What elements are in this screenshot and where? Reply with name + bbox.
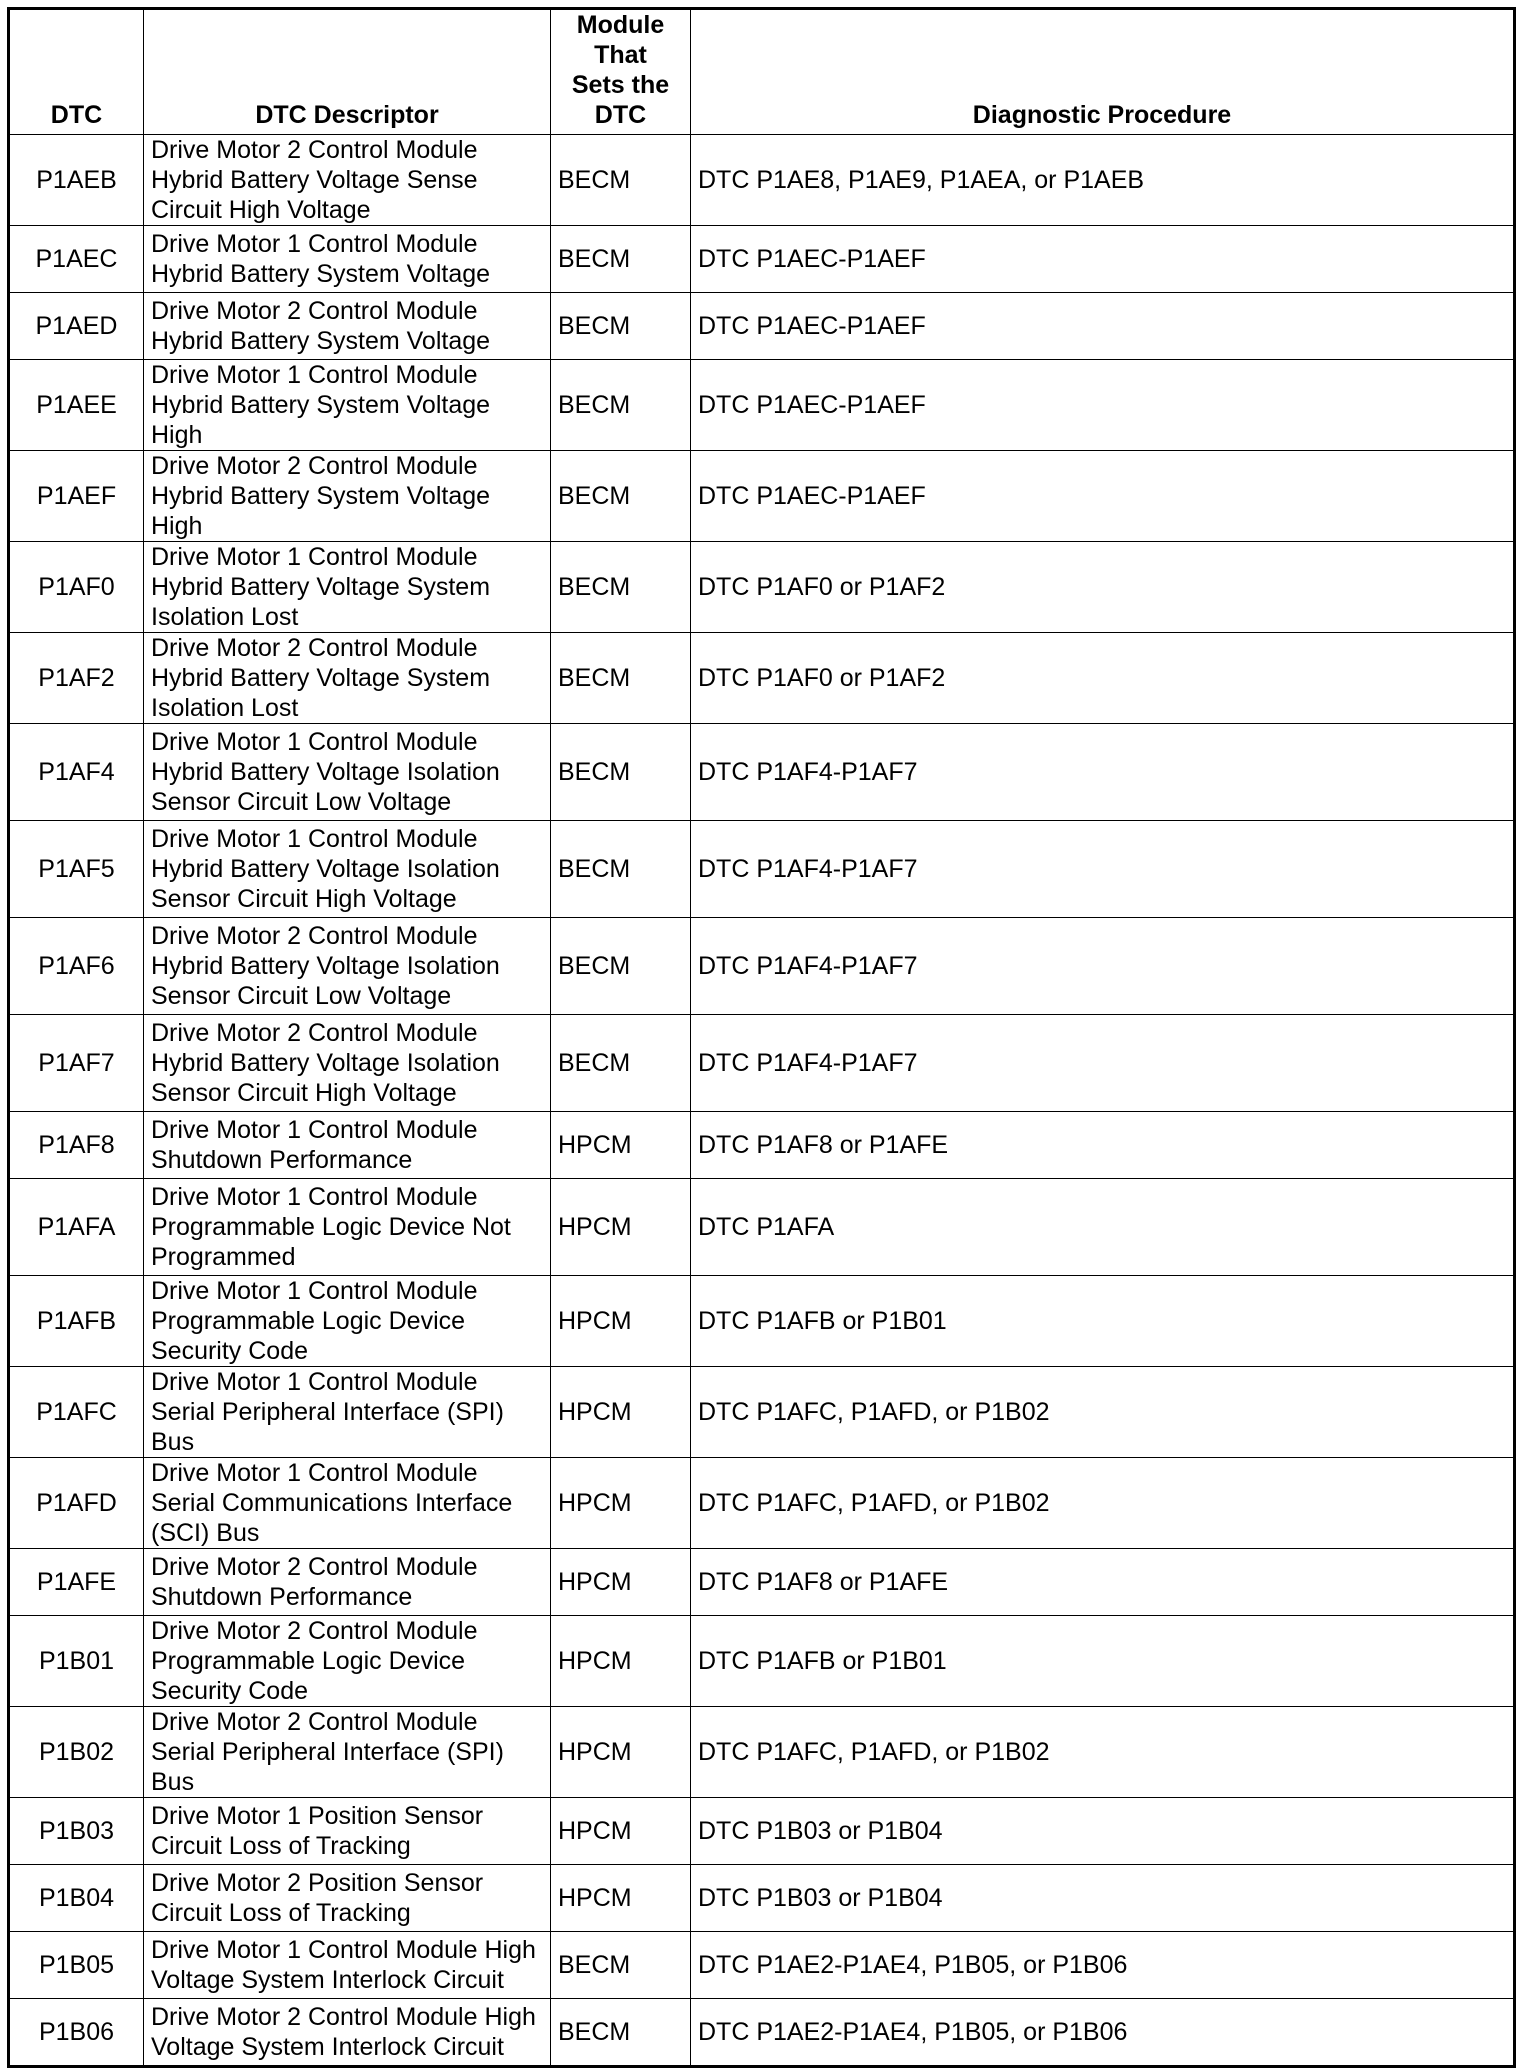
dtc-descriptor-cell: Drive Motor 1 Control Module Serial Peripheral Interface (SPI) Bus (144, 1367, 551, 1458)
module-cell: HPCM (551, 1616, 691, 1707)
diagnostic-procedure-cell: DTC P1AE2-P1AE4, P1B05, or P1B06 (691, 1932, 1515, 1999)
table-row (9, 1015, 1515, 1112)
dtc-descriptor-cell: Drive Motor 2 Control Module Hybrid Battery System Voltage High (144, 451, 551, 542)
dtc-descriptor-cell: Drive Motor 2 Control Module Shutdown Performance (144, 1549, 551, 1616)
dtc-code-cell: P1AF2 (9, 633, 144, 724)
dtc-descriptor-cell: Drive Motor 2 Control Module Hybrid Battery Voltage System Isolation Lost (144, 633, 551, 724)
dtc-descriptor-cell: Drive Motor 1 Control Module Shutdown Performance (144, 1112, 551, 1179)
dtc-descriptor-cell: Drive Motor 2 Control Module Programmable Logic Device Security Code (144, 1616, 551, 1707)
diagnostic-procedure-cell: DTC P1AF4-P1AF7 (691, 918, 1515, 1015)
dtc-code-cell: P1AF5 (9, 821, 144, 918)
diagnostic-procedure-cell: DTC P1AF8 or P1AFE (691, 1549, 1515, 1616)
module-cell: BECM (551, 360, 691, 451)
dtc-descriptor-cell: Drive Motor 1 Control Module Hybrid Battery System Voltage High (144, 360, 551, 451)
module-cell: HPCM (551, 1276, 691, 1367)
diagnostic-procedure-cell: DTC P1AEC-P1AEF (691, 451, 1515, 542)
dtc-descriptor-cell: Drive Motor 1 Control Module Serial Communications Interface (SCI) Bus (144, 1458, 551, 1549)
header-module: Module That Sets the DTC (551, 9, 691, 135)
table-row (9, 1112, 1515, 1179)
module-cell: BECM (551, 1015, 691, 1112)
table-header (9, 9, 1515, 135)
diagnostic-procedure-cell: DTC P1AFC, P1AFD, or P1B02 (691, 1707, 1515, 1798)
table-row (9, 1549, 1515, 1616)
diagnostic-procedure-cell: DTC P1AF4-P1AF7 (691, 724, 1515, 821)
table-row (9, 821, 1515, 918)
module-cell: BECM (551, 135, 691, 226)
table-row (9, 1276, 1515, 1367)
module-cell: BECM (551, 1932, 691, 1999)
dtc-table (7, 7, 1516, 2068)
table-row (9, 135, 1515, 226)
dtc-code-cell: P1AF0 (9, 542, 144, 633)
table-row (9, 724, 1515, 821)
dtc-code-cell: P1B01 (9, 1616, 144, 1707)
dtc-code-cell: P1AF4 (9, 724, 144, 821)
dtc-descriptor-cell: Drive Motor 2 Control Module Hybrid Battery Voltage Sense Circuit High Voltage (144, 135, 551, 226)
table-row (9, 451, 1515, 542)
diagnostic-procedure-cell: DTC P1AEC-P1AEF (691, 293, 1515, 360)
module-cell: BECM (551, 451, 691, 542)
dtc-code-cell: P1B06 (9, 1999, 144, 2067)
table-row (9, 1932, 1515, 1999)
table-row (9, 360, 1515, 451)
header-dtc-descriptor: DTC Descriptor (144, 9, 551, 135)
dtc-descriptor-cell: Drive Motor 2 Control Module Hybrid Battery Voltage Isolation Sensor Circuit High Voltage (144, 1015, 551, 1112)
dtc-descriptor-cell: Drive Motor 1 Control Module Hybrid Battery Voltage Isolation Sensor Circuit High Voltage (144, 821, 551, 918)
table-row (9, 293, 1515, 360)
diagnostic-procedure-cell: DTC P1AF4-P1AF7 (691, 821, 1515, 918)
dtc-code-cell: P1B04 (9, 1865, 144, 1932)
dtc-code-cell: P1AF7 (9, 1015, 144, 1112)
diagnostic-procedure-cell: DTC P1AFB or P1B01 (691, 1276, 1515, 1367)
diagnostic-procedure-cell: DTC P1AFA (691, 1179, 1515, 1276)
module-cell: BECM (551, 542, 691, 633)
dtc-descriptor-cell: Drive Motor 1 Position Sensor Circuit Loss of Tracking (144, 1798, 551, 1865)
header-row (9, 9, 1515, 135)
diagnostic-procedure-cell: DTC P1B03 or P1B04 (691, 1865, 1515, 1932)
dtc-code-cell: P1AFB (9, 1276, 144, 1367)
diagnostic-procedure-cell: DTC P1AE8, P1AE9, P1AEA, or P1AEB (691, 135, 1515, 226)
dtc-descriptor-cell: Drive Motor 2 Control Module Hybrid Battery System Voltage (144, 293, 551, 360)
dtc-descriptor-cell: Drive Motor 2 Control Module Serial Peripheral Interface (SPI) Bus (144, 1707, 551, 1798)
dtc-descriptor-cell: Drive Motor 1 Control Module Programmable Logic Device Security Code (144, 1276, 551, 1367)
table-row (9, 918, 1515, 1015)
dtc-code-cell: P1AED (9, 293, 144, 360)
dtc-code-cell: P1AF6 (9, 918, 144, 1015)
dtc-code-cell: P1B05 (9, 1932, 144, 1999)
table-row (9, 1179, 1515, 1276)
dtc-descriptor-cell: Drive Motor 2 Position Sensor Circuit Loss of Tracking (144, 1865, 551, 1932)
dtc-descriptor-cell: Drive Motor 1 Control Module Hybrid Battery Voltage Isolation Sensor Circuit Low Voltage (144, 724, 551, 821)
dtc-descriptor-cell: Drive Motor 1 Control Module Hybrid Battery Voltage System Isolation Lost (144, 542, 551, 633)
diagnostic-procedure-cell: DTC P1AFB or P1B01 (691, 1616, 1515, 1707)
dtc-code-cell: P1AEB (9, 135, 144, 226)
module-cell: HPCM (551, 1798, 691, 1865)
table-row (9, 1707, 1515, 1798)
diagnostic-procedure-cell: DTC P1AF8 or P1AFE (691, 1112, 1515, 1179)
diagnostic-procedure-cell: DTC P1AEC-P1AEF (691, 226, 1515, 293)
module-cell: HPCM (551, 1707, 691, 1798)
dtc-code-cell: P1AFA (9, 1179, 144, 1276)
dtc-descriptor-cell: Drive Motor 1 Control Module Hybrid Battery System Voltage (144, 226, 551, 293)
diagnostic-procedure-cell: DTC P1AF4-P1AF7 (691, 1015, 1515, 1112)
table-body (9, 135, 1515, 2067)
dtc-descriptor-cell: Drive Motor 2 Control Module High Voltage System Interlock Circuit (144, 1999, 551, 2067)
module-cell: HPCM (551, 1179, 691, 1276)
module-cell: BECM (551, 918, 691, 1015)
dtc-descriptor-cell: Drive Motor 2 Control Module Hybrid Battery Voltage Isolation Sensor Circuit Low Voltage (144, 918, 551, 1015)
diagnostic-procedure-cell: DTC P1AF0 or P1AF2 (691, 542, 1515, 633)
dtc-descriptor-cell: Drive Motor 1 Control Module Programmable Logic Device Not Programmed (144, 1179, 551, 1276)
module-cell: BECM (551, 633, 691, 724)
module-cell: BECM (551, 293, 691, 360)
dtc-code-cell: P1AFC (9, 1367, 144, 1458)
diagnostic-procedure-cell: DTC P1B03 or P1B04 (691, 1798, 1515, 1865)
table-row (9, 542, 1515, 633)
header-dtc: DTC (9, 9, 144, 135)
dtc-code-cell: P1AEC (9, 226, 144, 293)
module-cell: HPCM (551, 1458, 691, 1549)
module-cell: BECM (551, 821, 691, 918)
diagnostic-procedure-cell: DTC P1AF0 or P1AF2 (691, 633, 1515, 724)
dtc-descriptor-cell: Drive Motor 1 Control Module High Voltage System Interlock Circuit (144, 1932, 551, 1999)
table-row (9, 1798, 1515, 1865)
table-row (9, 1865, 1515, 1932)
header-diagnostic-procedure: Diagnostic Procedure (691, 9, 1515, 135)
module-cell: BECM (551, 226, 691, 293)
table-row (9, 1458, 1515, 1549)
table-row (9, 226, 1515, 293)
diagnostic-procedure-cell: DTC P1AFC, P1AFD, or P1B02 (691, 1367, 1515, 1458)
module-cell: HPCM (551, 1112, 691, 1179)
dtc-code-cell: P1AF8 (9, 1112, 144, 1179)
table-row (9, 633, 1515, 724)
table-row (9, 1616, 1515, 1707)
module-cell: HPCM (551, 1549, 691, 1616)
diagnostic-procedure-cell: DTC P1AEC-P1AEF (691, 360, 1515, 451)
table-row (9, 1999, 1515, 2067)
diagnostic-procedure-cell: DTC P1AE2-P1AE4, P1B05, or P1B06 (691, 1999, 1515, 2067)
table-row (9, 1367, 1515, 1458)
module-cell: BECM (551, 724, 691, 821)
diagnostic-procedure-cell: DTC P1AFC, P1AFD, or P1B02 (691, 1458, 1515, 1549)
module-cell: HPCM (551, 1865, 691, 1932)
dtc-code-cell: P1AEE (9, 360, 144, 451)
dtc-code-cell: P1AFE (9, 1549, 144, 1616)
module-cell: BECM (551, 1999, 691, 2067)
dtc-code-cell: P1B03 (9, 1798, 144, 1865)
dtc-code-cell: P1AEF (9, 451, 144, 542)
dtc-code-cell: P1B02 (9, 1707, 144, 1798)
dtc-code-cell: P1AFD (9, 1458, 144, 1549)
module-cell: HPCM (551, 1367, 691, 1458)
